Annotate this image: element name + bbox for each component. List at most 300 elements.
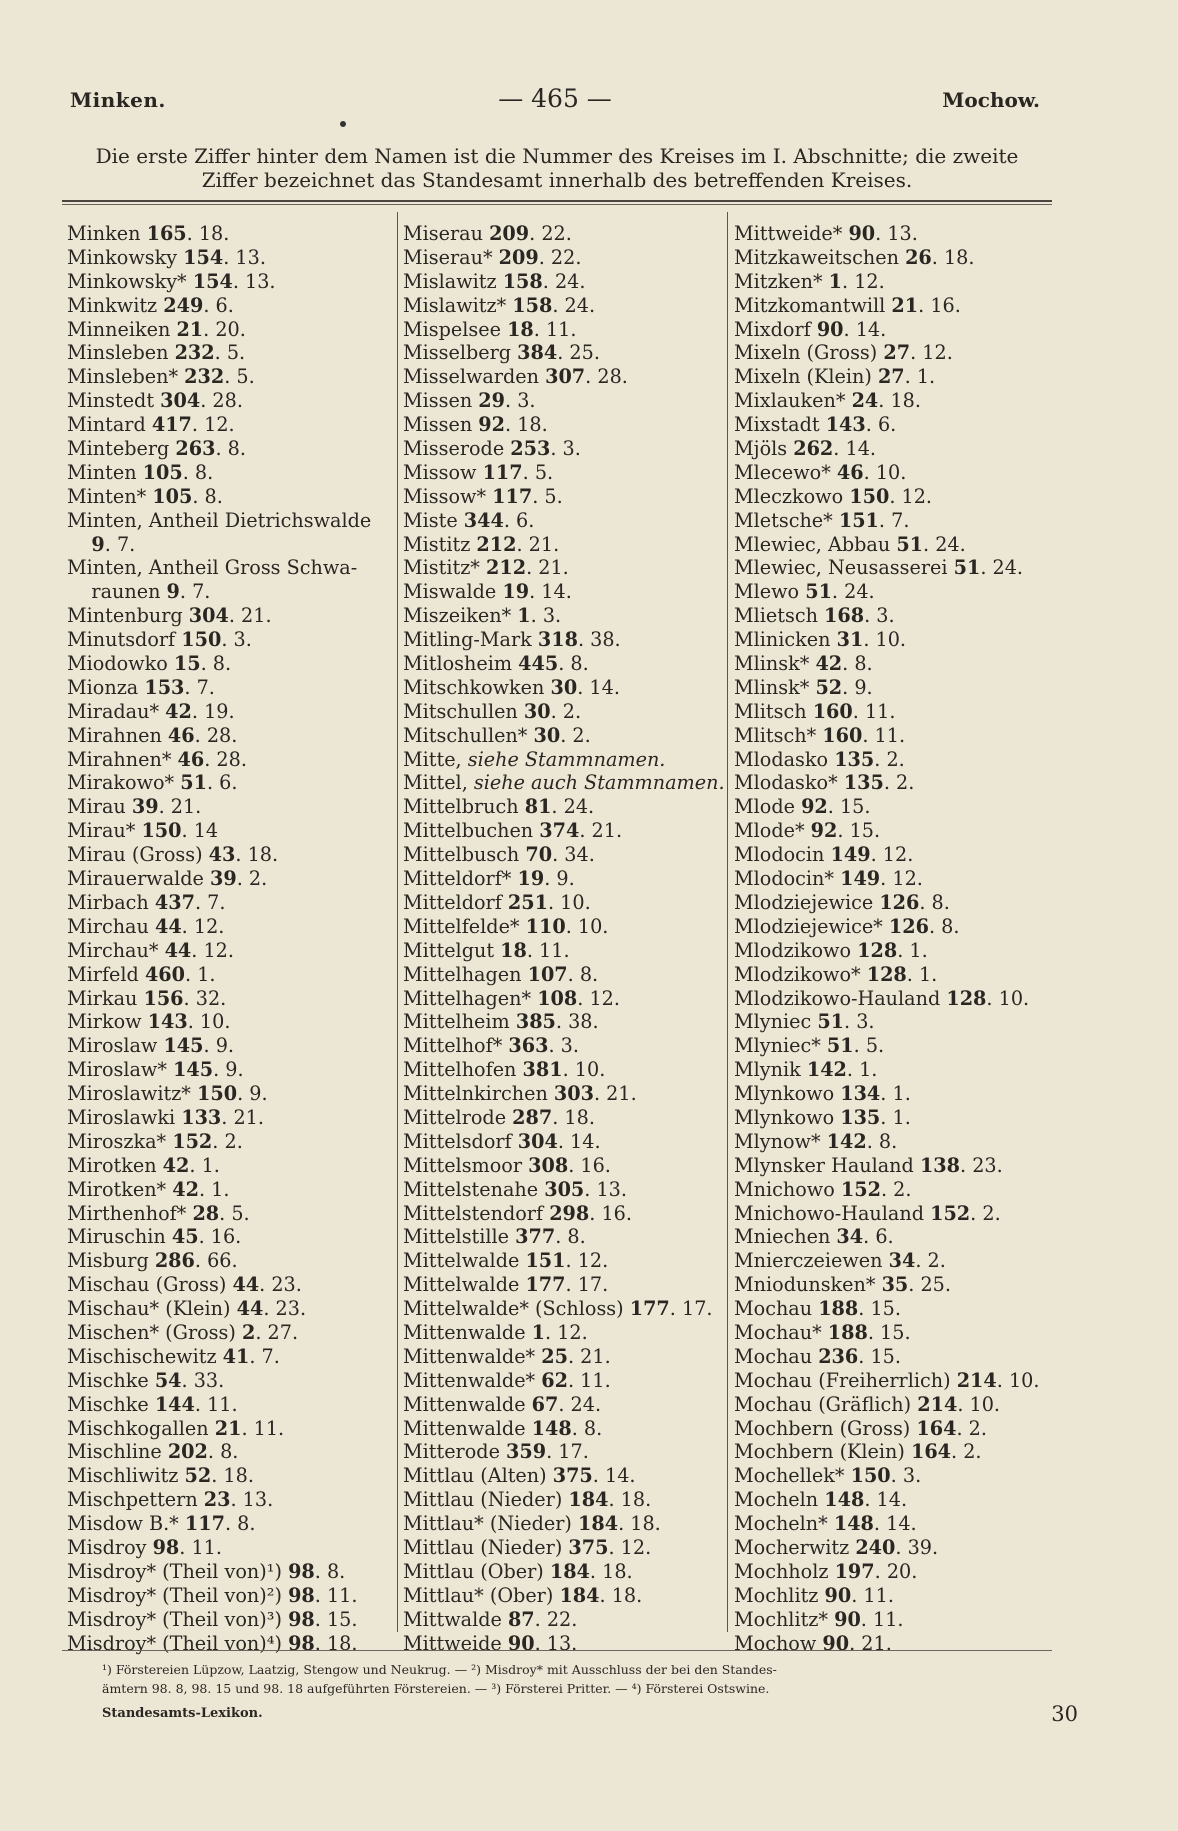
office-number: . 34. xyxy=(552,843,595,867)
office-number: . 3. xyxy=(548,1034,579,1058)
index-entry xyxy=(734,963,1064,987)
index-entry xyxy=(403,867,728,891)
office-number: . 12. xyxy=(608,1535,652,1559)
place-name: Mittlau (Nieder) xyxy=(403,1488,569,1512)
index-entry xyxy=(734,915,1064,939)
place-name: Mischau (Gross) xyxy=(67,1273,233,1297)
office-number: . 27. xyxy=(255,1320,299,1344)
office-number: . 11. xyxy=(533,317,577,341)
index-entry xyxy=(67,915,389,939)
office-number: . 8. xyxy=(200,652,232,676)
index-entry xyxy=(67,1488,389,1512)
district-number: 128 xyxy=(946,986,987,1010)
index-entry xyxy=(67,1417,389,1441)
index-entry xyxy=(67,1393,389,1417)
column-2 xyxy=(403,222,728,1655)
district-number: 35 xyxy=(881,1273,909,1297)
place-name: Mocherwitz xyxy=(734,1535,856,1559)
place-name xyxy=(67,533,91,556)
office-number: . 8. xyxy=(567,962,599,986)
place-name: Mirthenhof* xyxy=(67,1201,193,1225)
district-number: 98 xyxy=(152,1535,180,1559)
index-entry xyxy=(403,604,728,628)
district-number: 18 xyxy=(500,938,527,962)
office-number: . 13. xyxy=(534,1631,578,1655)
index-entry xyxy=(403,724,728,748)
place-name: Mittelheim xyxy=(403,1010,516,1034)
index-entry xyxy=(403,1608,728,1632)
district-number: 134 xyxy=(840,1082,881,1106)
index-entry xyxy=(403,413,728,437)
place-name: Mochholz xyxy=(734,1559,835,1583)
office-number: . 18. xyxy=(211,1464,254,1488)
index-entry xyxy=(734,819,1064,843)
index-entry xyxy=(403,1106,728,1130)
office-number: . 2. xyxy=(970,1201,1001,1225)
district-number: 105 xyxy=(142,460,183,484)
place-name: Mlecewo* xyxy=(734,460,837,484)
place-name: Mischline xyxy=(67,1440,168,1464)
district-number: 152 xyxy=(172,1129,213,1153)
district-number: 253 xyxy=(510,437,551,461)
index-entry xyxy=(403,509,728,533)
place-name: Minten, Antheil Dietrichswalde xyxy=(67,508,372,532)
index-entry xyxy=(734,795,1064,819)
district-number: 153 xyxy=(144,675,185,699)
index-entry xyxy=(734,1393,1064,1417)
district-number: 212 xyxy=(486,556,527,580)
place-name: Mittelstille xyxy=(403,1225,516,1249)
office-number: . 2. xyxy=(560,723,591,747)
place-name: Minsleben* xyxy=(67,365,185,389)
place-name: Mittlau (Ober) xyxy=(403,1559,550,1583)
index-entry xyxy=(403,556,728,580)
district-number: 240 xyxy=(855,1535,896,1559)
index-entry xyxy=(403,1560,728,1584)
place-name: Miroslaw* xyxy=(67,1058,174,1082)
place-name: Missow* xyxy=(403,484,493,508)
office-number: . 7. xyxy=(878,508,910,532)
office-number: . 1. xyxy=(904,365,936,389)
index-entry xyxy=(403,1464,728,1488)
district-number: 28 xyxy=(192,1201,220,1225)
district-number: 45 xyxy=(171,1225,199,1249)
office-number: . 1. xyxy=(880,1082,911,1106)
district-number: 46 xyxy=(836,460,864,484)
place-name: Miroslaw xyxy=(67,1034,164,1058)
index-entry xyxy=(403,915,728,939)
office-number: . 24. xyxy=(542,269,586,293)
office-number: . 12. xyxy=(880,867,923,891)
office-number: . 24. xyxy=(923,532,966,556)
district-number: 42 xyxy=(815,652,843,676)
place-name: Mlodocin* xyxy=(734,867,841,891)
index-entry xyxy=(67,485,389,509)
district-number: 81 xyxy=(524,795,552,819)
place-name: Minten, Antheil Gross Schwa- xyxy=(67,556,358,580)
office-number: . 14. xyxy=(864,1488,908,1512)
index-entry xyxy=(67,628,389,652)
office-number: . 23. xyxy=(960,1153,1003,1177)
district-number: 287 xyxy=(512,1105,553,1129)
place-name: Mischau* (Klein) xyxy=(67,1297,237,1321)
index-entry xyxy=(403,652,728,676)
office-number: . 6. xyxy=(863,1225,894,1249)
district-number: 151 xyxy=(838,508,879,532)
index-entry xyxy=(67,652,389,676)
index-entry xyxy=(403,318,728,342)
place-name: raunen xyxy=(67,580,167,604)
district-number: 2 xyxy=(241,1320,256,1344)
place-name: Mischkogallen xyxy=(67,1416,215,1440)
office-number: . 3. xyxy=(844,1010,875,1034)
index-entry xyxy=(734,628,1064,652)
index-entry xyxy=(734,485,1064,509)
index-entry xyxy=(67,1106,389,1130)
office-number: . 11. xyxy=(862,723,906,747)
index-entry xyxy=(67,1202,389,1226)
district-number: 92 xyxy=(478,413,505,437)
place-name: Mitteldorf* xyxy=(403,867,518,891)
office-number: . 7. xyxy=(249,1344,280,1368)
district-number: 90 xyxy=(834,1607,861,1631)
office-number: . 14. xyxy=(529,580,572,604)
office-number: . 8. xyxy=(182,460,214,484)
district-number: 214 xyxy=(956,1368,997,1392)
book-title: Standesamts-Lexikon. xyxy=(102,1706,263,1721)
place-name: Mixeln (Gross) xyxy=(734,341,884,365)
district-number: 154 xyxy=(192,269,233,293)
district-number: 148 xyxy=(531,1416,572,1440)
office-number: . 18. xyxy=(552,1105,595,1129)
index-entry xyxy=(67,1034,389,1058)
office-number: . 12. xyxy=(577,986,620,1010)
place-name: Mischke xyxy=(67,1392,155,1416)
index-entry xyxy=(734,939,1064,963)
index-entry xyxy=(403,1010,728,1034)
index-entry xyxy=(403,485,728,509)
office-number: . 19. xyxy=(191,699,235,723)
index-entry xyxy=(403,1512,728,1536)
index-entry xyxy=(734,1273,1064,1297)
place-name: Mittelnkirchen xyxy=(403,1082,554,1106)
index-entry xyxy=(734,987,1064,1011)
index-entry xyxy=(403,1058,728,1082)
place-name: Misdroy* (Theil von)¹) xyxy=(67,1559,289,1583)
index-entry xyxy=(734,1536,1064,1560)
place-name: Mitschullen xyxy=(403,699,524,723)
index-entry xyxy=(734,246,1064,270)
index-entry xyxy=(403,1249,728,1273)
district-number: 90 xyxy=(848,222,876,245)
place-name: Mlyniec xyxy=(734,1010,818,1034)
office-number: . 1. xyxy=(185,962,216,986)
index-entry xyxy=(403,987,728,1011)
index-entry xyxy=(403,963,728,987)
place-name: Misserode xyxy=(403,437,511,461)
office-number: . 18. xyxy=(589,1559,633,1583)
place-name: Mochellek* xyxy=(734,1464,851,1488)
office-number: . 18. xyxy=(235,843,279,867)
place-name: Mlitsch* xyxy=(734,723,823,747)
place-name: Mlewo xyxy=(734,580,806,604)
place-name: Mitzken* xyxy=(734,269,829,293)
index-entry xyxy=(734,1297,1064,1321)
district-number: 70 xyxy=(525,843,553,867)
place-name: Mirau xyxy=(67,795,132,819)
place-name: Mitschullen* xyxy=(403,723,534,747)
office-number: . 6. xyxy=(865,413,897,437)
district-number: 251 xyxy=(507,890,548,914)
index-entry xyxy=(67,533,389,557)
index-entry xyxy=(403,1082,728,1106)
place-name: Mischpettern xyxy=(67,1488,204,1512)
index-entry xyxy=(67,1058,389,1082)
district-number: 21 xyxy=(176,317,204,341)
district-number: 21 xyxy=(891,293,919,317)
intro-line-2: Ziffer bezeichnet das Standesamt innerhalb des betreffenden Kreises. xyxy=(201,168,913,192)
office-number: . 1. xyxy=(897,938,928,962)
index-entry xyxy=(67,1297,389,1321)
district-number: 168 xyxy=(824,604,865,628)
office-number: . 28. xyxy=(204,747,247,771)
district-number: 46 xyxy=(177,747,205,771)
district-number: 152 xyxy=(930,1201,971,1225)
place-name: Mochlitz* xyxy=(734,1607,835,1631)
index-entry xyxy=(734,389,1064,413)
place-name: Mittelhagen* xyxy=(403,986,538,1010)
place-name: Mitlosheim xyxy=(403,652,519,676)
index-entry xyxy=(67,1345,389,1369)
office-number: . 11. xyxy=(241,1416,285,1440)
index-entry xyxy=(67,246,389,270)
office-number: . 13. xyxy=(232,269,276,293)
office-number: . 15. xyxy=(837,819,881,843)
district-number: 138 xyxy=(919,1153,960,1177)
place-name: Mixeln (Klein) xyxy=(734,365,878,389)
office-number: . 2. xyxy=(951,1440,982,1464)
office-number: . 28. xyxy=(200,389,243,413)
index-entry xyxy=(67,461,389,485)
index-entry xyxy=(403,1632,728,1656)
place-name: Minutsdorf xyxy=(67,628,182,652)
place-name: Mlodzikowo xyxy=(734,938,858,962)
district-number: 41 xyxy=(222,1344,250,1368)
place-name: Mittelgut xyxy=(403,938,501,962)
place-name: Mirauerwalde xyxy=(67,867,211,891)
district-number: 26 xyxy=(905,245,932,269)
place-name: Misdroy* (Theil von)³) xyxy=(67,1607,289,1631)
office-number: . 15. xyxy=(314,1607,358,1631)
district-number: 359 xyxy=(506,1440,547,1464)
index-entry xyxy=(67,795,389,819)
office-number: . 8. xyxy=(555,1225,586,1249)
district-number: 286 xyxy=(154,1249,195,1273)
district-number: 381 xyxy=(522,1058,563,1082)
index-entry xyxy=(67,1082,389,1106)
office-number: . 7. xyxy=(194,890,226,914)
index-entry xyxy=(403,1417,728,1441)
district-number: 158 xyxy=(512,293,553,317)
district-number: 42 xyxy=(165,699,192,723)
district-number: 54 xyxy=(154,1368,182,1392)
district-number: 19 xyxy=(502,580,530,604)
office-number: . 2. xyxy=(880,1177,912,1201)
office-number: . 12. xyxy=(181,914,225,938)
index-entry xyxy=(734,1464,1064,1488)
office-number: . 24. xyxy=(831,580,875,604)
district-number: 90 xyxy=(824,1583,852,1607)
place-name: Mlodzikowo-Hauland xyxy=(734,986,947,1010)
place-name: Mittelsmoor xyxy=(403,1153,529,1177)
place-name: Mirbach xyxy=(67,890,155,914)
office-number: . 14. xyxy=(843,317,887,341)
office-number: . 17. xyxy=(546,1440,589,1464)
office-number: . 3. xyxy=(505,389,536,413)
place-name: Mittlau (Alten) xyxy=(403,1464,553,1488)
index-entry xyxy=(734,1440,1064,1464)
district-number: 30 xyxy=(533,723,561,747)
place-name: Mittelbuchen xyxy=(403,819,540,843)
cross-reference: siehe auch Stammnamen. xyxy=(473,771,725,795)
index-entry xyxy=(67,987,389,1011)
place-name: Mirakowo* xyxy=(67,771,181,795)
office-number: . 38. xyxy=(555,1010,599,1034)
office-number: . 2. xyxy=(874,747,905,771)
district-number: 51 xyxy=(817,1010,845,1034)
place-name: Mocheln xyxy=(734,1488,825,1512)
district-number: 148 xyxy=(824,1488,865,1512)
place-name: Mittelhof* xyxy=(403,1034,509,1058)
index-entry xyxy=(403,294,728,318)
district-number: 417 xyxy=(151,413,192,437)
index-entry xyxy=(734,1488,1064,1512)
district-number: 128 xyxy=(866,962,907,986)
place-name: Mixlauken* xyxy=(734,389,852,413)
district-number: 209 xyxy=(489,222,530,245)
office-number: . 18. xyxy=(599,1583,643,1607)
district-number: 152 xyxy=(840,1177,881,1201)
district-number: 164 xyxy=(916,1416,957,1440)
index-entry xyxy=(67,1178,389,1202)
index-entry xyxy=(734,771,1064,795)
signature-number: 30 xyxy=(1051,1702,1078,1726)
place-name: Mittenwalde* xyxy=(403,1344,542,1368)
district-number: 160 xyxy=(822,723,863,747)
index-entry xyxy=(67,1273,389,1297)
district-number: 1 xyxy=(531,1320,546,1344)
index-entry xyxy=(734,1034,1064,1058)
index-entry xyxy=(403,246,728,270)
office-number: . 5. xyxy=(219,1201,250,1225)
index-entry xyxy=(403,1536,728,1560)
office-number: . 5. xyxy=(522,460,554,484)
index-entry xyxy=(403,1297,728,1321)
place-name: Mnierczeiewen xyxy=(734,1249,889,1273)
place-name: Misselberg xyxy=(403,341,518,365)
office-number: . 3. xyxy=(221,628,252,652)
office-number: . 3. xyxy=(530,604,562,628)
place-name: Minken xyxy=(67,222,147,245)
district-number: 21 xyxy=(214,1416,242,1440)
place-name: Mittelstenahe xyxy=(403,1177,545,1201)
office-number: . 28. xyxy=(194,723,238,747)
index-entry xyxy=(403,1440,728,1464)
district-number: 156 xyxy=(143,986,184,1010)
place-name: Mittelsdorf xyxy=(403,1129,518,1153)
index-entry xyxy=(67,1130,389,1154)
office-number: . 16. xyxy=(198,1225,242,1249)
district-number: 42 xyxy=(162,1153,190,1177)
district-number: 92 xyxy=(810,819,838,843)
district-number: 34 xyxy=(836,1225,864,1249)
office-number: . 12. xyxy=(870,843,914,867)
index-entry xyxy=(734,413,1064,437)
place-name: Miradau* xyxy=(67,699,166,723)
district-number: 117 xyxy=(184,1512,225,1536)
district-number: 135 xyxy=(840,1105,881,1129)
index-entry xyxy=(734,891,1064,915)
district-number: 318 xyxy=(537,628,578,652)
district-number: 117 xyxy=(482,460,523,484)
office-number: . 15. xyxy=(858,1344,901,1368)
office-number: . 22. xyxy=(538,245,582,269)
district-number: 133 xyxy=(181,1105,222,1129)
place-name: Minteberg xyxy=(67,437,176,461)
place-name: Mirkau xyxy=(67,986,144,1010)
place-name: Mittenwalde* xyxy=(403,1368,542,1392)
index-entry xyxy=(403,437,728,461)
office-number: . 12. xyxy=(842,269,885,293)
district-number: 385 xyxy=(515,1010,556,1034)
district-number: 143 xyxy=(147,1010,188,1034)
place-name: Mittelwalde xyxy=(403,1249,526,1273)
index-entry xyxy=(67,1369,389,1393)
footnotes xyxy=(102,1660,1042,1698)
place-name: Mleczkowo xyxy=(734,484,850,508)
place-name: Mlinsk* xyxy=(734,675,816,699)
district-number: 51 xyxy=(826,1034,854,1058)
district-number: 145 xyxy=(173,1058,214,1082)
office-number: . 6. xyxy=(203,293,234,317)
place-name: Mirotken* xyxy=(67,1177,173,1201)
district-number: 384 xyxy=(517,341,558,365)
index-entry xyxy=(67,1512,389,1536)
office-number: . 8. xyxy=(866,1129,898,1153)
place-name: Mirchau xyxy=(67,914,155,938)
place-name: Miruschin xyxy=(67,1225,172,1249)
office-number: . 22. xyxy=(534,1607,578,1631)
place-name: Mittelfelde* xyxy=(403,914,526,938)
district-number: 19 xyxy=(517,867,545,891)
place-name: Mittelbruch xyxy=(403,795,525,819)
office-number: . 14 xyxy=(181,819,219,843)
district-number: 375 xyxy=(568,1535,609,1559)
footnote-rule xyxy=(62,1650,1052,1651)
place-name: Mischischewitz xyxy=(67,1344,223,1368)
place-name: Miroslawki xyxy=(67,1105,182,1129)
office-number: . 66. xyxy=(194,1249,238,1273)
intro-note xyxy=(60,144,1054,192)
place-name: Mirau (Gross) xyxy=(67,843,209,867)
index-entry xyxy=(403,222,728,246)
district-number: 142 xyxy=(826,1129,867,1153)
place-name: Minneiken xyxy=(67,317,177,341)
office-number: . 11. xyxy=(567,1368,611,1392)
district-number: 15 xyxy=(173,652,201,676)
office-number: . 5. xyxy=(532,484,563,508)
index-entry xyxy=(403,1202,728,1226)
